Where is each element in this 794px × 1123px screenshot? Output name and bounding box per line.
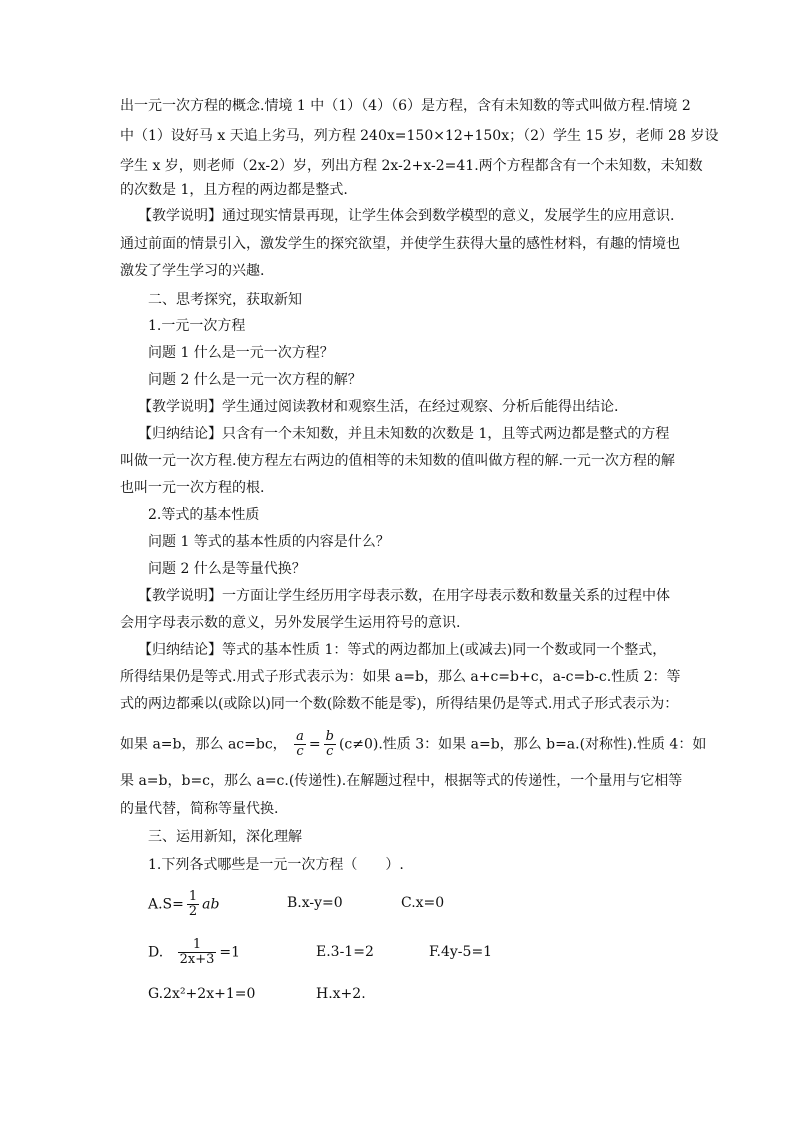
option-c: C.x=0 — [401, 895, 445, 911]
subheading-2: 2.等式的基本性质 — [148, 507, 260, 523]
section-heading-3: 三、运用新知，深化理解 — [148, 829, 302, 845]
option-e: E.3-1=2 — [316, 944, 374, 960]
para1-line2: 中（1）设好马 x 天追上劣马，列方程 240x=150×12+150x；（2）学生 15 岁，老师 28 岁设 — [120, 128, 719, 144]
option-g: G.2x²+2x+1=0 — [148, 986, 256, 1002]
question-1: 问题 1 什么是一元一次方程？ — [148, 345, 334, 361]
conclusion2-line4 — [120, 730, 706, 759]
conclusion2-line6: 的量代替，简称等量代换. — [120, 801, 279, 817]
fraction-b-over-c — [324, 730, 336, 759]
conclusion1-line3: 也叫一元一次方程的根. — [120, 480, 265, 496]
teaching-note-1: 【教学说明】学生通过阅读教材和观察生活，在经过观察、分析后能得出结论. — [138, 399, 619, 415]
option-d-suffix: =1 — [219, 944, 241, 961]
fraction-denominator: c — [326, 744, 334, 759]
conclusion1-line2: 叫做一元一次方程.使方程左右两边的值相等的未知数的值叫做方程的解.一元一次方程的解 — [120, 453, 675, 469]
exercise-1: 1.下列各式哪些是一元一次方程（ ）. — [148, 857, 404, 873]
fraction-numerator: b — [325, 729, 334, 744]
conclusion2-line2: 所得结果仍是等式.用式子形式表示为：如果 a=b，那么 a+c=b+c，a-c=b-c.性质 2：等 — [120, 669, 681, 685]
option-a-prefix: A.S= — [148, 896, 184, 913]
option-a — [148, 890, 219, 919]
teaching-note2-line1: 【教学说明】一方面让学生经历用字母表示数，在用字母表示数和数量关系的过程中体 — [138, 588, 670, 604]
para1-line4: 的次数是 1，且方程的两边都是整式. — [120, 182, 348, 198]
conclusion2-line5: 果 a=b，b=c，那么 a=c.(传递性).在解题过程中，根据等式的传递性，一个量用与它相等 — [120, 773, 683, 789]
fraction-a-over-c — [294, 730, 306, 759]
question-2: 问题 2 什么是一元一次方程的解？ — [148, 372, 362, 388]
fraction-numerator: 1 — [178, 938, 217, 953]
para1-line3: 学生 x 岁，则老师（2x-2）岁，列出方程 2x-2+x-2=41.两个方程都含有一个未知数，未知数 — [120, 158, 703, 174]
subheading-1: 1.一元一次方程 — [148, 318, 246, 334]
option-b: B.x-y=0 — [287, 895, 343, 911]
option-d-prefix: D. — [148, 944, 164, 961]
conclusion2-line4-start: 如果 a=b，那么 ac=bc， — [120, 736, 287, 753]
para2-line3: 激发了学生学习的兴趣. — [120, 263, 265, 279]
fraction-denominator: 2 — [188, 904, 198, 919]
conclusion2-line1: 【归纳结论】等式的基本性质 1：等式的两边都加上(或减去)同一个数或同一个整式， — [138, 642, 667, 658]
section-heading-2: 二、思考探究，获取新知 — [148, 292, 302, 308]
equals-sign: = — [308, 736, 321, 753]
para2-line1: 【教学说明】通过现实情景再现，让学生体会到数学模型的意义，发展学生的应用意识. — [138, 208, 675, 224]
para1-line1: 出一元一次方程的概念.情境 1 中（1）（4）（6）是方程，含有未知数的等式叫做方程.情境 2 — [120, 98, 691, 114]
fraction-denominator: c — [296, 744, 304, 759]
fraction-denominator: 2x+3 — [179, 952, 215, 967]
conclusion2-line3: 式的两边都乘以(或除以)同一个数(除数不能是零)，所得结果仍是等式.用式子形式表示为： — [120, 696, 679, 712]
option-a-fraction — [187, 890, 199, 919]
option-a-suffix: ab — [202, 896, 220, 913]
option-h: H.x+2. — [316, 986, 366, 1002]
question-3: 问题 1 等式的基本性质的内容是什么？ — [148, 534, 390, 550]
option-d — [148, 938, 240, 967]
option-d-fraction — [178, 938, 217, 967]
conclusion2-line4-end: (c≠0).性质 3：如果 a=b，那么 b=a.(对称性).性质 4：如 — [338, 736, 707, 753]
question-4: 问题 2 什么是等量代换？ — [148, 561, 306, 577]
conclusion1-line1: 【归纳结论】只含有一个未知数，并且未知数的次数是 1，且等式两边都是整式的方程 — [138, 426, 670, 442]
para2-line2: 通过前面的情景引入，激发学生的探究欲望，并使学生获得大量的感性材料，有趣的情境也 — [120, 236, 680, 252]
fraction-numerator: a — [296, 729, 304, 744]
fraction-numerator: 1 — [188, 889, 198, 904]
teaching-note2-line2: 会用字母表示数的意义，另外发展学生运用符号的意识. — [120, 615, 461, 631]
option-f: F.4y-5=1 — [429, 944, 493, 960]
